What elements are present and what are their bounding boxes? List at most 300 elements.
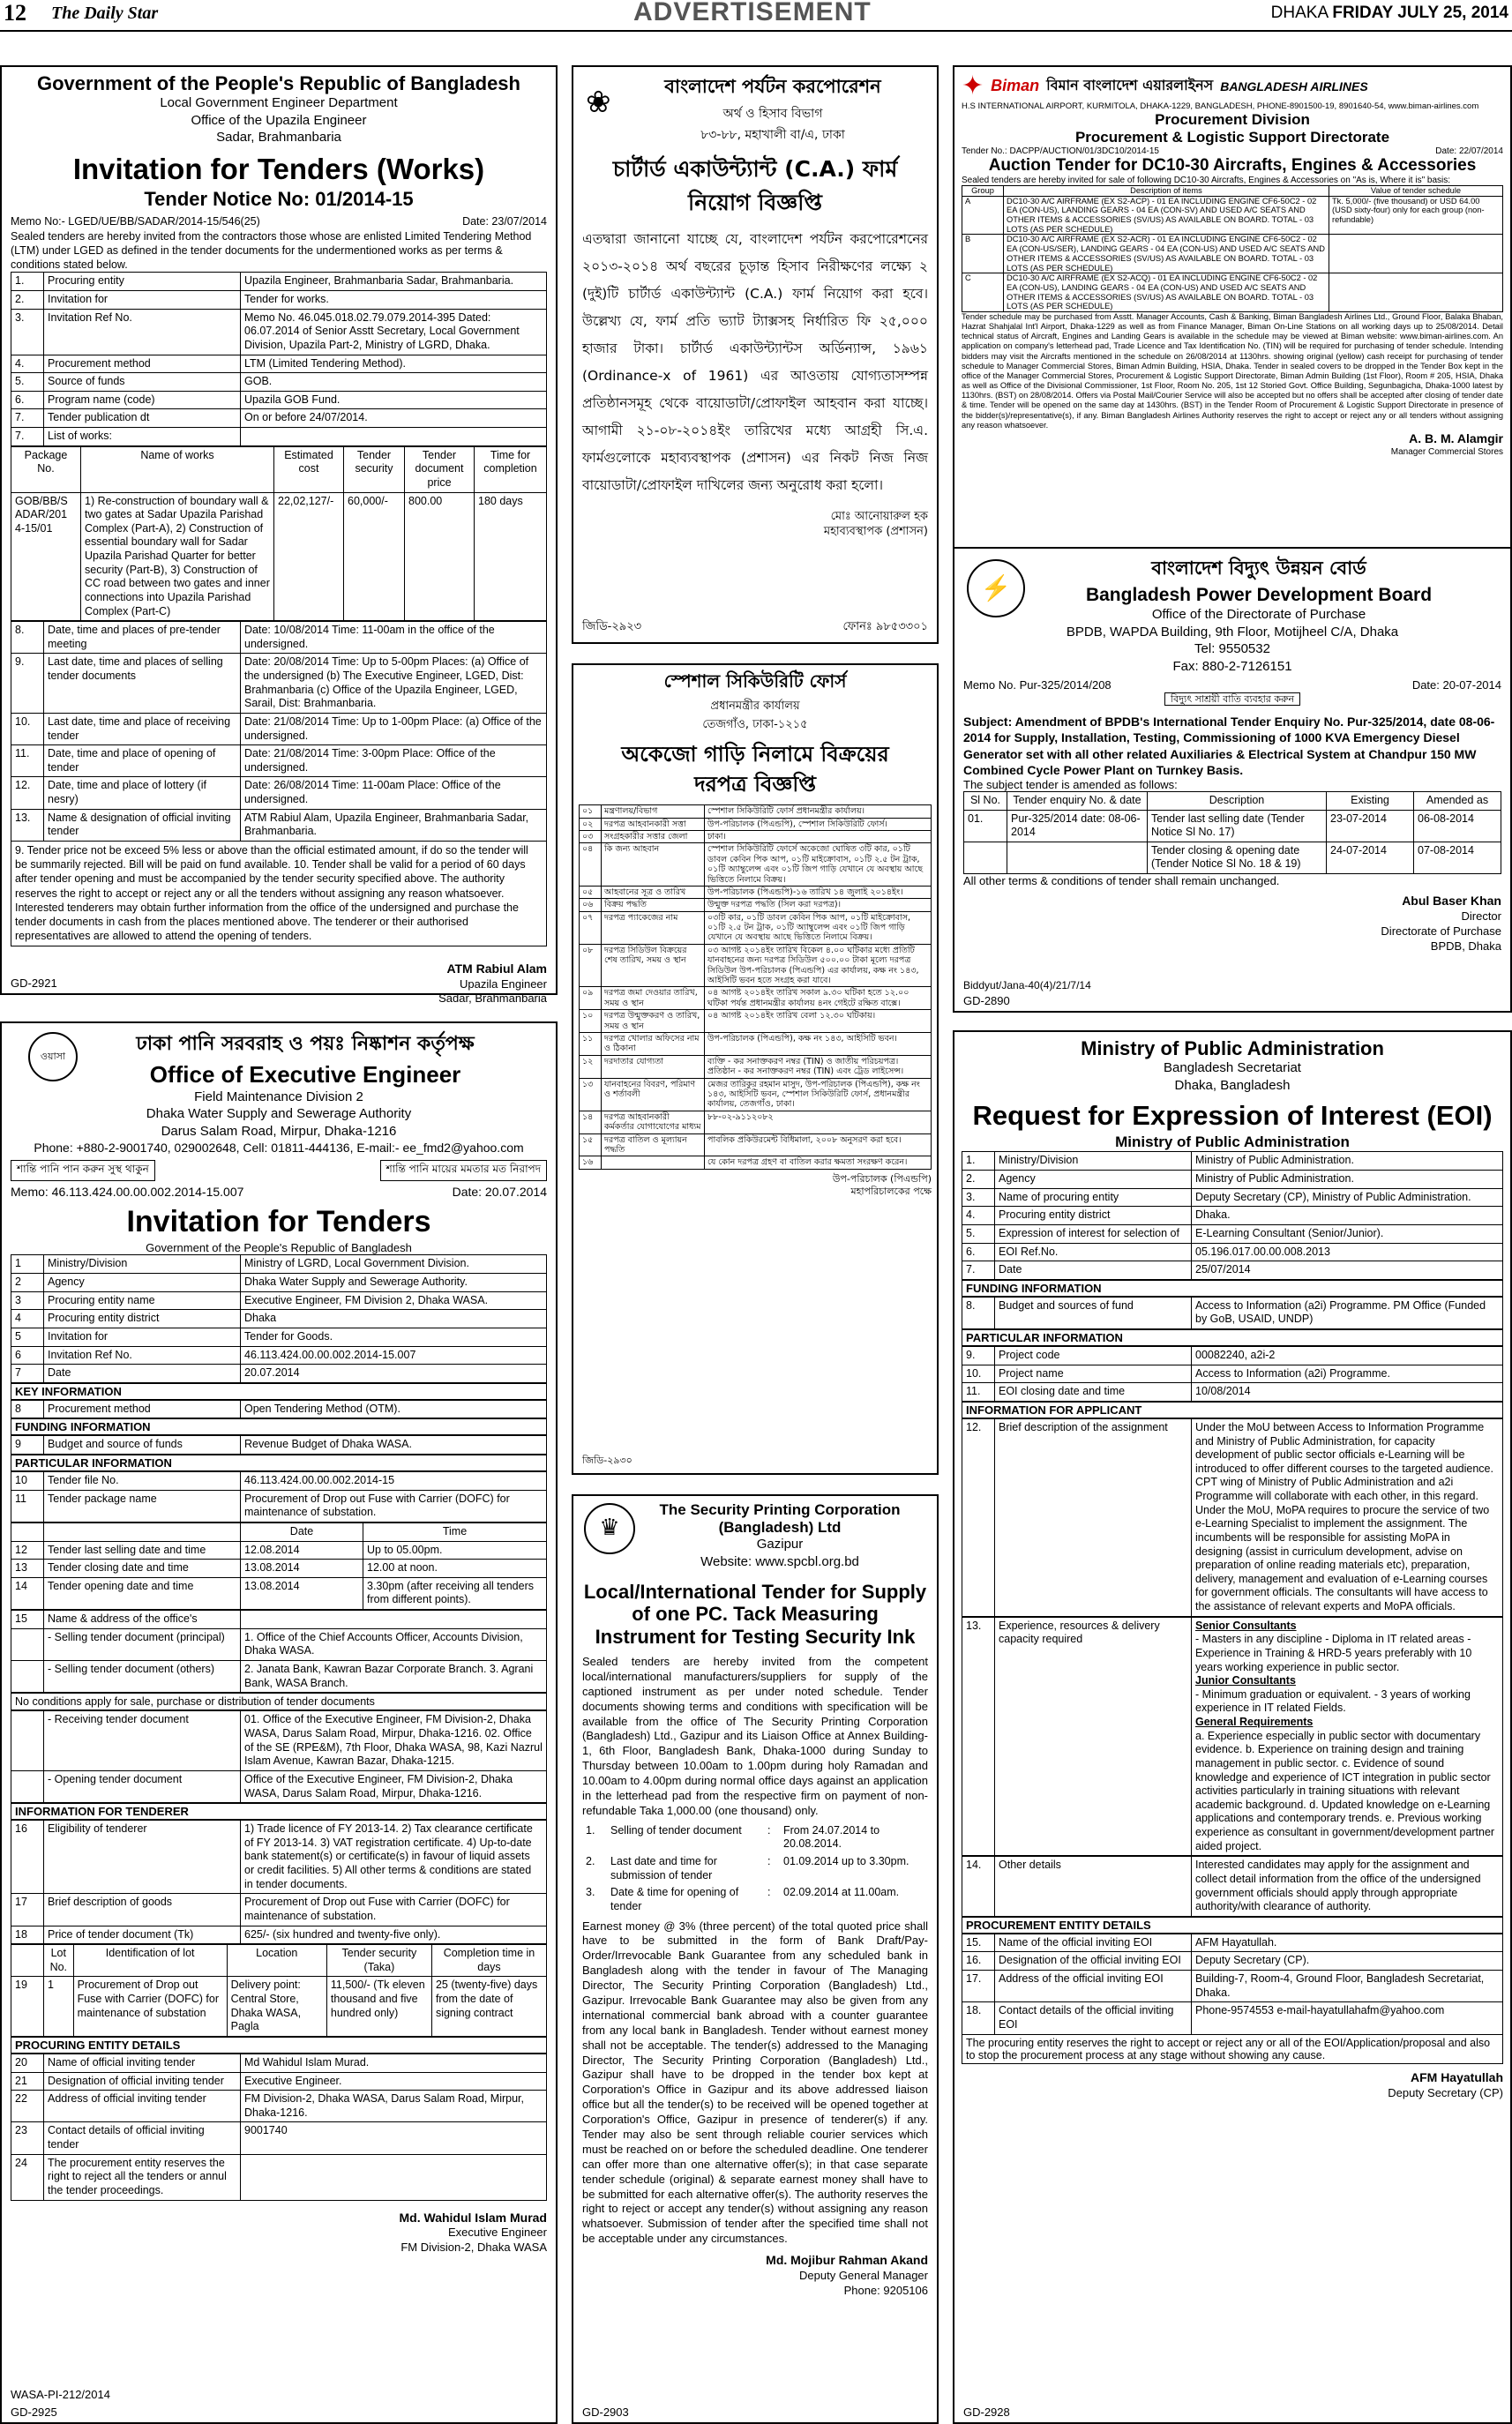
cell: Memo No. 46.045.018.02.79.079.2014-395 Dated: 06.07.2014 of Senior Asstt Secretary, Local Government Division, Upazila Part-2, Ministry of LGRD, Dhaka.: [241, 309, 547, 355]
table-header: [11, 1945, 547, 1977]
cell: Ministry/Division: [995, 1152, 1192, 1171]
signature-block: মোঃ আনোয়ারুল হক মহাব্যবস্থাপক (প্রশাসন): [823, 510, 928, 538]
column-header: Group: [962, 186, 1004, 197]
cell: :: [767, 1823, 771, 1837]
cell: Tender package name: [44, 1490, 241, 1522]
cell: 22,02,127/-: [274, 492, 344, 621]
table-row: [580, 1111, 932, 1133]
table-row: [962, 1243, 1503, 1261]
page-header: [0, 0, 1512, 32]
wasa-table-9: [11, 2054, 547, 2201]
cell: 1: [44, 1977, 74, 2037]
row-num: 13.: [962, 1617, 995, 1856]
column-header: Value of tender schedule: [1329, 186, 1503, 197]
cell: 2.: [11, 291, 44, 310]
lged-dates-table: [11, 621, 547, 842]
signature-block: Md. Mojibur Rahman Akand Deputy General Manager Phone: 9205106: [766, 2253, 928, 2297]
other-terms: All other terms & conditions of tender shall remain unchanged.: [963, 874, 1280, 888]
table-row: [11, 745, 547, 777]
cell: 23: [11, 2122, 44, 2154]
ad-subheading: Dhaka Water Supply and Sewerage Authority: [146, 1106, 412, 1122]
cell: Address of the official inviting EOI: [995, 1971, 1192, 2002]
biman-table: [962, 185, 1503, 312]
cell: [964, 842, 1007, 873]
cell: Tender opening date and time: [44, 1577, 241, 1609]
cell: Tender for Goods.: [241, 1328, 547, 1346]
cell: 3.: [962, 1188, 995, 1207]
table-row: [11, 1611, 547, 1629]
cell: [1007, 842, 1148, 873]
table-row: [11, 1628, 547, 1660]
cell: Date: 26/08/2014 Time: 11-00am Place: Office of the undersigned.: [241, 777, 547, 809]
biman-auction-ad: [953, 65, 1512, 577]
table-row: [11, 309, 547, 355]
cell: Project name: [995, 1365, 1192, 1383]
cell: 05.196.017.00.00.008.2013: [1192, 1243, 1503, 1261]
cell: 9.: [11, 654, 44, 714]
cell: 20.07.2014: [241, 1365, 547, 1383]
table-row: [582, 1822, 928, 1853]
cell: 6.: [962, 1243, 995, 1261]
table-row: [582, 1884, 928, 1915]
section-heading: INFORMATION FOR APPLICANT: [962, 1402, 1503, 1418]
column-header: Tender security: [344, 446, 405, 492]
cell: ০৯: [580, 987, 602, 1010]
cell: 25/07/2014: [1192, 1261, 1503, 1280]
cell: ০২: [580, 818, 602, 830]
ad-heading: Government of the People's Republic of Bangladesh: [37, 72, 520, 94]
gd-number: GD-2921: [11, 976, 57, 990]
cell: Procuring entity district: [44, 1310, 241, 1328]
biman-logo-bn: বিমান বাংলাদেশ এয়ারলাইনস: [1046, 77, 1214, 94]
table-row: [11, 1490, 547, 1522]
cell: ১২: [580, 1055, 602, 1078]
table-row: [11, 1274, 547, 1292]
cell: উন্মুক্ত দরপত্র পদ্ধতি (সিল করা দরপত্র)।: [705, 899, 932, 911]
cell: ০৪: [580, 843, 602, 887]
cell: [11, 1628, 44, 1660]
cell: 4.: [11, 355, 44, 373]
body-text-2: Earnest money @ 3% (three percent) of the total quoted price shall have to be submitted in the form of Bank Draft/Pay-Order/Irrevocable Bank Guarantee from any scheduled bank in Bangladesh along with the tender in favour of The Managing Director, The Security Printing Corporation (Bangladesh) Ltd., Gazipur. Irrevocable Bank Guarantee may also be given from any international commercial bank abroad with a counter guarantee from any local bank in Bangladesh. Tender without earnest money shall not be acceptable. The tender(s) addressed to the Managing Director, The Security Printing Corporation (Bangladesh) Ltd., Gazipur shall have to be dropped in the tender box kept at Corporation's Office in Gazipur and its above addressed liaison office but all the tender(s) to be received will be opened together at Corporation's Office, Gazipur in presence of tenderer(s) if any. Tender may also be sent through reliable courier services which must be reached on or before the scheduled deadline. One tenderer can offer more than one alternative offer(s); in that case separate tender schedule (original) & separate earnest money shall have to be submitted for each alternative offer(s). The authority reserves the right to reject or accept any tender(s) without assigning any reason whatsoever. Submission of tender after the specified time shall not be acceptable under any circumstances.: [582, 1919, 928, 2246]
cell: Building-7, Room-4, Ground Floor, Bangladesh Secretariat, Dhaka.: [1192, 1971, 1503, 2002]
cell: [602, 1156, 705, 1169]
biman-logo-icon: ✦: [962, 71, 984, 101]
ad-subheading: প্রধানমন্ত্রীর কার্যালয়: [710, 700, 800, 713]
cell: 13.08.2014: [241, 1560, 363, 1578]
table-row: [11, 1365, 547, 1383]
cell: Ministry of LGRD, Local Government Division.: [241, 1255, 547, 1274]
column-header: Location: [227, 1945, 326, 1977]
table-row: [11, 2054, 547, 2072]
paper-logo: The Daily Star: [51, 4, 159, 23]
signature-block: A. B. M. Alamgir Manager Commercial Stores: [1390, 430, 1503, 457]
cell: Date: [995, 1261, 1192, 1280]
column-header: Package No.: [11, 446, 81, 492]
table-row: [11, 1894, 547, 1926]
cell: 18.: [962, 2002, 995, 2034]
cell: ATM Rabiul Alam, Upazila Engineer, Brahmanbaria Sadar, Brahmanbaria.: [241, 809, 547, 841]
table-row: [962, 1971, 1503, 2002]
cell: Invitation Ref No.: [44, 309, 241, 355]
table-row: [580, 1078, 932, 1111]
cell: Address of official inviting tender: [44, 2091, 241, 2122]
cell: 15: [11, 1611, 44, 1629]
cell: দরপত্র উন্মুক্তকরণ ও তারিখ, সময় ও স্থান: [602, 1010, 705, 1033]
tender-date: Date: 22/07/2014: [1435, 146, 1503, 156]
table-row: [582, 1853, 928, 1884]
cell: Interested candidates may apply for the assignment and collect detail information from the office of the undersigned government officials should apply through appropriate authority/with clearance of authority.: [1192, 1857, 1503, 1917]
cell: 5.: [962, 1224, 995, 1243]
cell: 5.: [11, 373, 44, 392]
column-header: Tender security (Taka): [326, 1945, 431, 1977]
cell: Tender publication dt: [44, 409, 241, 428]
column-header: Description of items: [1004, 186, 1329, 197]
cell: Expression of interest for selection of: [995, 1224, 1192, 1243]
amended-text: The subject tender is amended as follows:: [963, 777, 1178, 791]
cell: - Opening tender document: [44, 1770, 241, 1802]
table-row: [964, 810, 1501, 842]
column-header: Date: [241, 1522, 363, 1541]
table-row: [580, 944, 932, 987]
cell: 01.: [964, 810, 1007, 842]
cell: Brief description of the assignment: [995, 1418, 1192, 1616]
mopa-table-4: [962, 1418, 1503, 1617]
cell: 19: [11, 1977, 44, 2037]
mopa-table-3: [962, 1346, 1503, 1402]
table-row: [962, 273, 1503, 312]
column-header: Description: [1148, 791, 1327, 810]
page-number: 12: [4, 0, 26, 26]
cell: Phone-9574553 e-mail-hayatullahafm@yahoo.com: [1192, 2002, 1503, 2034]
website[interactable]: Website: www.spcbl.org.bd: [700, 1553, 859, 1569]
column-header: Completion time in days: [431, 1945, 546, 1977]
body-text: Sealed tenders are hereby invited from the competent local/international manufacturers/suppliers for supply of the captioned instrument as per under noted schedule. Tender documents showing terms and conditions with specification will be available from the office of The Security Printing Corporation (Bangladesh) Ltd., Gazipur and its Liaison Office at Annex Building-1, 6th Floor, Bangladesh Bank, Dhaka-1000 during Sunday to Thursday between 10.00am to 1.00pm during holy Ramadan and 10.00am to 4.00pm during normal office days against an application in the letterhead pad from the respective firm on payment of non-refundable Taka 1,000.00 (one thousand) only.: [582, 1654, 928, 1817]
signature-block: ATM Rabiul Alam Upazila Engineer Sadar, Brahmanbaria: [438, 961, 547, 1006]
table-row: [11, 1560, 547, 1578]
ad-subheading: Darus Salam Road, Mirpur, Dhaka-1216: [161, 1123, 397, 1139]
cell: 12.: [962, 1418, 995, 1616]
cell: Procurement method: [44, 355, 241, 373]
gd-number: GD-2925: [11, 2405, 57, 2419]
lged-works-table: [11, 446, 547, 622]
table-row: [580, 899, 932, 911]
table-row: [580, 987, 932, 1010]
cell: 9001740: [241, 2122, 547, 2154]
bpdb-table: [963, 791, 1501, 874]
cell: বিক্রয় পদ্ধতি: [602, 899, 705, 911]
ad-subheading: Local Government Engineer Department: [160, 95, 398, 111]
cell: কি জন্য আহবান: [602, 843, 705, 887]
cell: Ministry/Division: [44, 1255, 241, 1274]
mopa-table-6: [962, 1934, 1503, 2035]
cell: Up to 05.00pm.: [363, 1541, 547, 1560]
memo-no: Memo: 46.113.424.00.00.002.2014-15.007: [11, 1184, 244, 1199]
address-line: H.S INTERNATIONAL AIRPORT, KURMITOLA, DHAKA-1229, BANGLADESH, PHONE-8901500-19, 8901640-54, www.biman-airlines.com: [962, 101, 1479, 111]
table-row: [11, 373, 547, 392]
cell: Executive Engineer, FM Division 2, Dhaka WASA.: [241, 1291, 547, 1310]
cell: 12.08.2014: [241, 1541, 363, 1560]
ad-heading-bn: বাংলাদেশ বিদ্যুৎ উন্নয়ন বোর্ড: [1151, 557, 1366, 579]
cell: GOB.: [241, 373, 547, 392]
wasa-table-6: [11, 1610, 547, 1693]
cell: Contact details of the official inviting EOI: [995, 2002, 1192, 2034]
cell: Brief description of goods: [44, 1894, 241, 1926]
cell: দরপত্র প্যাকেজের নাম: [602, 911, 705, 944]
cell: [1329, 235, 1503, 273]
cell: Tk. 5,000/- (five thousand) or USD 64.00 (USD sixty-four) only for each group (non-refundable): [1329, 196, 1503, 235]
cell: 11.: [11, 745, 44, 777]
table-row: [962, 1207, 1503, 1225]
ministry-line: Ministry of Public Administration: [1115, 1133, 1350, 1151]
cell: EOI closing date and time: [995, 1383, 1192, 1402]
cell: Date: 21/08/2014 Time: Up to 1-00pm Place: (a) Office of the undersigned.: [241, 713, 547, 744]
table-row: [962, 1365, 1503, 1383]
cell: - Receiving tender document: [44, 1711, 241, 1771]
ssf-auction-ad: [572, 663, 939, 1475]
wasa-logo: ওয়াসা: [28, 1032, 78, 1081]
cell: 10: [11, 1472, 44, 1491]
lged-tender-ad: [0, 65, 558, 1006]
memo-no: Memo No:- LGED/UE/BB/SADAR/2014-15/546(25): [11, 215, 260, 228]
cell: Upazila GOB Fund.: [241, 391, 547, 409]
cell: Budget and source of funds: [44, 1436, 241, 1455]
cell: ১৫: [580, 1133, 602, 1156]
cell: [241, 428, 547, 446]
ad-heading: বাংলাদেশ পর্যটন করপোরেশন: [664, 76, 881, 97]
gd-number: GD-2903: [582, 2405, 629, 2419]
cell: Name & address of the office's: [44, 1611, 241, 1629]
cell: 18: [11, 1926, 44, 1944]
table-row: [962, 1383, 1503, 1402]
cell: 14: [11, 1577, 44, 1609]
cell: 1) Re-construction of boundary wall & two gates at Sadar Upazila Parishad Complex (Part-A), 2) Construction of essential boundary wall for Sadar Upazila Parishad Quarter for better security (Part-B), 3) Construction of CC road between two gates and inner connections into Upazila Parishad Complex (Part-C): [81, 492, 274, 621]
table-row: [11, 409, 547, 428]
cell: 24-07-2014: [1327, 842, 1414, 873]
section-heading: PROCURING ENTITY DETAILS: [11, 2037, 547, 2054]
cell: 14.: [962, 1857, 995, 1917]
cell: Tender for works.: [241, 291, 547, 310]
cell: Upazila Engineer, Brahmanbaria Sadar, Brahmanbaria.: [241, 273, 547, 291]
cell: - Selling tender document (principal): [44, 1628, 241, 1660]
cell: DC10-30 A/C AIRFRAME (EX S2-ACR) - 01 EA INCLUDING ENGINE CF6-50C2 - 02 EA (CON-US/SER), LANDING GEARS - 04 EA (CON-US) AND USED A/C SEATS AND OTHER ITEMS & ACCESSORIES (SV/US) AS AVAILABLE ON BOARD. TOTAL - 03 LOTS (AS PER SCHEDULE): [1004, 235, 1329, 273]
ad-title: অকেজো গাড়ি নিলামে বিক্রয়ের দরপত্র বিজ্ঞপ্তি: [621, 742, 889, 797]
wasa-tender-ad: [0, 1021, 558, 2424]
row-label: Experience, resources & delivery capacity required: [995, 1617, 1192, 1856]
parjatan-logo: ❀: [586, 85, 611, 120]
body-text: Tender schedule may be purchased from Asstt. Manager Accounts, Cash & Banking, Biman Bangladesh Airlines Ltd., Ground Floor, Balaka Bhaban, Hazrat Shahjalal Int'l Airport, Dhaka-1229 as well as from Finance Manager, Biman On-Line Stations on all working days up to 25/08/2014. Detail technical status of Aircraft, Engines and Landing Gears is available in the schedule may be viewed at Biman website: www.biman-airlines.com. An application on company's letterhead pad, Trade Licence and Tax Identification No. (TIN) will be required for purchasing of tender schedule. Intending bidders may visit the Aircrafts mentioned in the schedule on 26/08/2014 at 1130hrs. showing original (yellow) cash receipt for purchasing of tender schedule to Manager Commercial Stores, Biman Admin Building, HSIA, Dhaka. Tender in sealed covers to be dropped in the Tender Box kept in the office of the Manager Commercial Stores, Procurement & Logistic Support Directorate, Biman Admin Building (1st Floor), Room # 205, HSIA, Dhaka as well as Office of the Divisional Commissioner, 1st Floor, Room No. 205, 1st 12 Storied Govt. Office Building, Segunbagicha, Dhaka-1000 latest by 1130hrs. (BST) on 28/08/2014. Offers via Postal Mail/Courier Service will also be accepted but no offers shall be accepted after closing of tender date & time. Tender will be opened on the same day at 1430hrs. (BST) in the Tender Room of Procurement & Logistic Support Directorate in presence of the bidder(s)/representative(s), if any. Biman Bangladesh Airlines Authority reserves the right to accept or reject any or all tenders without assigning any reason whatsoever.: [962, 311, 1503, 430]
cell: দরপত্র আহবানকারী সত্তা: [602, 818, 705, 830]
cell: 13: [11, 1560, 44, 1578]
cell: Invitation for: [44, 291, 241, 310]
schedule-table: [582, 1822, 928, 1916]
cell: Tender closing & opening date (Tender Notice Sl No. 18 & 19): [1148, 842, 1327, 873]
section-heading: KEY INFORMATION: [11, 1383, 547, 1400]
column-header: Amended as: [1414, 791, 1501, 810]
table-row: [11, 1400, 547, 1418]
table-row: [11, 777, 547, 809]
cell: আহবানের সূত্র ও তারিখ: [602, 886, 705, 898]
mopa-table-13: [962, 1617, 1503, 1857]
column-header: Tender document price: [405, 446, 475, 492]
wasa-table-2: [11, 1400, 547, 1419]
cell: 10.: [962, 1365, 995, 1383]
cell: দরপত্র আহবানকারী কর্মকর্তার যোগাযোগের মাধ্যম: [602, 1111, 705, 1133]
ad-title: Request for Expression of Interest (EOI): [972, 1100, 1493, 1132]
table-row: [962, 235, 1503, 273]
cell: 1.: [11, 273, 44, 291]
cell: ০৪ আগষ্ট ২০১৪ইং তারিখ সকাল ৯.৩০ ঘটিকা হতে ১২.০০ ঘটিকা পর্যন্ত প্রধানমন্ত্রীর কার্যালয় ৪নং গেইটে রক্ষিত বাক্সে।: [705, 987, 932, 1010]
cell: E-Learning Consultant (Senior/Junior).: [1192, 1224, 1503, 1243]
cell: ০৭: [580, 911, 602, 944]
signature-block: Md. Wahidul Islam Murad Executive Engineer FM Division-2, Dhaka WASA: [399, 2210, 547, 2255]
cell: উপ-পরিচালক (পিএন্ডপি), কক্ষ নং ১৪৩, আইসিটি ভবন।: [705, 1033, 932, 1056]
table-header: [11, 1522, 547, 1541]
cell: Name of official inviting tender: [44, 2054, 241, 2072]
table-row: [11, 291, 547, 310]
column-header: Name of works: [81, 446, 274, 492]
table-row: [11, 2091, 547, 2122]
ad-subheading: Bangladesh Secretariat: [1164, 1060, 1301, 1076]
cell: Eligibility of tenderer: [44, 1821, 241, 1894]
gov-line: Government of the People's Republic of Bangladesh: [146, 1241, 412, 1255]
cell: দরদাতার যোগ্যতা: [602, 1055, 705, 1078]
cell: FM Division-2, Dhaka WASA, Darus Salam Road, Mirpur, Dhaka-1216.: [241, 2091, 547, 2122]
cell: On or before 24/07/2014.: [241, 409, 547, 428]
ad-subheading: Procurement & Logistic Support Directorate: [1074, 129, 1390, 146]
mopa-eoi-ad: [953, 1030, 1512, 2424]
wasa-table-4: [11, 1471, 547, 1522]
cell: ১১: [580, 1033, 602, 1056]
cell: 5: [11, 1328, 44, 1346]
cell: Executive Engineer.: [241, 2072, 547, 2091]
ad-title: Local/International Tender for Supply of one PC. Tack Measuring Instrument for Testing Security Ink: [583, 1581, 927, 1648]
table-row: [962, 1297, 1503, 1328]
slogan-box: বিদ্যুৎ সাশ্রয়ী বাতি ব্যবহার করুন: [1164, 692, 1300, 706]
table-row: [580, 1133, 932, 1156]
cell: 13.08.2014: [241, 1577, 363, 1609]
table-row: [11, 1328, 547, 1346]
ad-subheading: Field Maintenance Division 2: [194, 1089, 363, 1104]
ad-subheading: Tel: 9550532: [1194, 641, 1270, 657]
cell: দরপত্র খোলার অফিসের নাম ও ঠিকানা: [602, 1033, 705, 1056]
table-row: [11, 622, 547, 654]
cell: Last date, time and places of selling tender documents: [44, 654, 241, 714]
section-heading: INFORMATION FOR TENDERER: [11, 1803, 547, 1820]
cell: 800.00: [405, 492, 475, 621]
cell: Procurement method: [44, 1400, 241, 1418]
wasa-table-8: [11, 1820, 547, 1944]
cell: Procuring entity district: [995, 1207, 1192, 1225]
cell: 4: [11, 1310, 44, 1328]
cell: AFM Hayatullah.: [1192, 1934, 1503, 1952]
cell: Dhaka: [241, 1310, 547, 1328]
cell: 1.: [586, 1823, 595, 1837]
table-row: [11, 2122, 547, 2154]
table-header: [962, 186, 1503, 197]
intro-text: Sealed tenders are hereby invited for sale of following DC10-30 Aircrafts, Engines & Accessories on "As is, Where it is" basis:: [962, 176, 1451, 185]
cell: Contact details of official inviting tender: [44, 2122, 241, 2154]
table-row: [580, 1055, 932, 1078]
cell: Under the MoU between Access to Information Programme and Ministry of Public Administration, for capacity development of public sector officials e-Learning will be introduced to offer different courses to the targeted audience. CPT wing of Ministry of Public Administration and a2i Programme will collaborate with each other, in this regard. Under the MoU, MoPA requires to procure the service of two e-Learning Specialist to implement the assignment. The incumbents will be responsible for assisting MoPA in designing (assist in curriculum development, advise on preparation of online reading materials etc), preparation, delivery, management and evaluation of e-Learning courses for government officials. The consultants will have access to the assistance of relevant experts and MoPA officials.: [1192, 1418, 1503, 1616]
slogan-box: শান্তি পানি মায়ের মমতার মত নিরাপদ: [380, 1160, 547, 1181]
cell: 12.: [11, 777, 44, 809]
cell: Open Tendering Method (OTM).: [241, 1400, 547, 1418]
cell: Designation of official inviting tender: [44, 2072, 241, 2091]
table-row: [580, 818, 932, 830]
cell: ১৪: [580, 1111, 602, 1133]
cell: 1. Office of the Chief Accounts Officer, Accounts Division, Dhaka WASA.: [241, 1628, 547, 1660]
cell: দরপত্র বাতিল ও মূল্যায়ন পদ্ধতি: [602, 1133, 705, 1156]
cell: Last date and time for submission of tender: [610, 1855, 717, 1882]
table-row: [11, 1541, 547, 1560]
cell: 17: [11, 1894, 44, 1926]
cell: 2.: [962, 1171, 995, 1189]
cell: Selling of tender document: [610, 1823, 742, 1837]
wasa-table-7: [11, 1710, 547, 1803]
table-row: [11, 273, 547, 291]
cell: [11, 1770, 44, 1802]
memo-date: Date: 20.07.2014: [452, 1184, 547, 1199]
cell: ০৪ আগষ্ট ২০১৪ইং তারিখ বেলা ১২.৩০ ঘটিকায়।: [705, 1010, 932, 1033]
column-header: Lot No.: [44, 1945, 74, 1977]
table-row: [11, 355, 547, 373]
table-row: [11, 1472, 547, 1491]
table-row: [962, 1934, 1503, 1952]
cell: Access to Information (a2i) Programme.: [1192, 1365, 1503, 1383]
cell: 10/08/2014: [1192, 1383, 1503, 1402]
signature-block: Abul Baser Khan Director Directorate of Purchase BPDB, Dhaka: [1381, 894, 1501, 953]
cell: উপ-পরিচালক (পিএন্ডপি), স্পেশাল সিকিউরিটি ফোর্স।: [705, 818, 932, 830]
ad-subheading: Gazipur: [756, 1537, 804, 1552]
ad-heading: The Security Printing Corporation (Bangladesh) Ltd: [659, 1501, 901, 1536]
ad-subheading: Sadar, Brahmanbaria: [216, 130, 341, 146]
cell: From 24.07.2014 to 20.08.2014.: [783, 1823, 880, 1851]
table-row: [580, 1033, 932, 1056]
table-header: [11, 446, 547, 492]
ad-title: চার্টার্ড একাউন্ট্যান্ট (C.A.) ফার্ম নিয়োগ বিজ্ঞপ্তি: [612, 156, 898, 215]
row-value: Senior Consultants - Masters in any discipline - Diploma in IT related areas - Experience in Training & HRD-5 years preferably with 10 years working experience in public sector. Junior Consultants - Minimum graduation or equivalent. - 3 years of working experience in IT related Fields. General Requirements a. Experience especially in public sector with documentary evidence. b. Experience on training design and training management in public sector. c. Evidence of sound knowledge and experience of ICT integration in public sector activities particularly in training situations with relevant academic background. d. Updated knowledge on e-Learning applications and contemporary trends. e. Previous working experience as consultant in government/development partner aided project.: [1192, 1617, 1503, 1856]
cell: 1) Trade licence of FY 2013-14. 2) Tax clearance certificate of FY 2013-14. 3) VAT registration certificate. 4) Up-to-date bank statement(s) or certificate(s) in favour of liquid assets or credit facilities. 5) All other terms & conditions are stated in tender documents.: [241, 1821, 547, 1894]
parjatan-ca-ad: [572, 65, 939, 644]
cell: LTM (Limited Tendering Method).: [241, 355, 547, 373]
cell: যে কোন দরপত্র গ্রহণ বা বাতিল করার ক্ষমতা সংরক্ষণ করেন।: [705, 1156, 932, 1169]
cell: ০৮: [580, 944, 602, 987]
table-row: [11, 1436, 547, 1455]
biman-logo: Biman: [991, 77, 1040, 94]
cell: 12: [11, 1541, 44, 1560]
ad-heading-bn: ঢাকা পানি সরবরাহ ও পয়ঃ নিষ্কাশন কর্তৃপক্ষ: [136, 1033, 475, 1055]
table-row: [580, 886, 932, 898]
cell: 180 days: [475, 492, 547, 621]
cell: Office of the Executive Engineer, FM Division-2, Dhaka WASA, Darus Salam Road, Mirpur, Dhaka-1216.: [241, 1770, 547, 1802]
cell: Pur-325/2014 date: 08-06-2014: [1007, 810, 1148, 842]
cell: 16: [11, 1821, 44, 1894]
ad-subheading: তেজগাঁও, ঢাকা-১২১৫: [702, 718, 808, 731]
cell: A: [962, 196, 1004, 235]
cell: Revenue Budget of Dhaka WASA.: [241, 1436, 547, 1455]
cell: Program name (code): [44, 391, 241, 409]
ad-subheading: Fax: 880-2-7126151: [1172, 658, 1292, 674]
table-row: [964, 842, 1501, 873]
table-row: [11, 654, 547, 714]
cell: Date: 21/08/2014 Time: 3-00pm Place: Office of the undersigned.: [241, 745, 547, 777]
cell: 8.: [962, 1297, 995, 1328]
cell: 3.30pm (after receiving all tenders from different points).: [363, 1577, 547, 1609]
table-row: [11, 1310, 547, 1328]
cell: Date, time and places of pre-tender meeting: [44, 622, 241, 654]
column-header: Existing: [1327, 791, 1414, 810]
table-row: [11, 1977, 547, 2037]
